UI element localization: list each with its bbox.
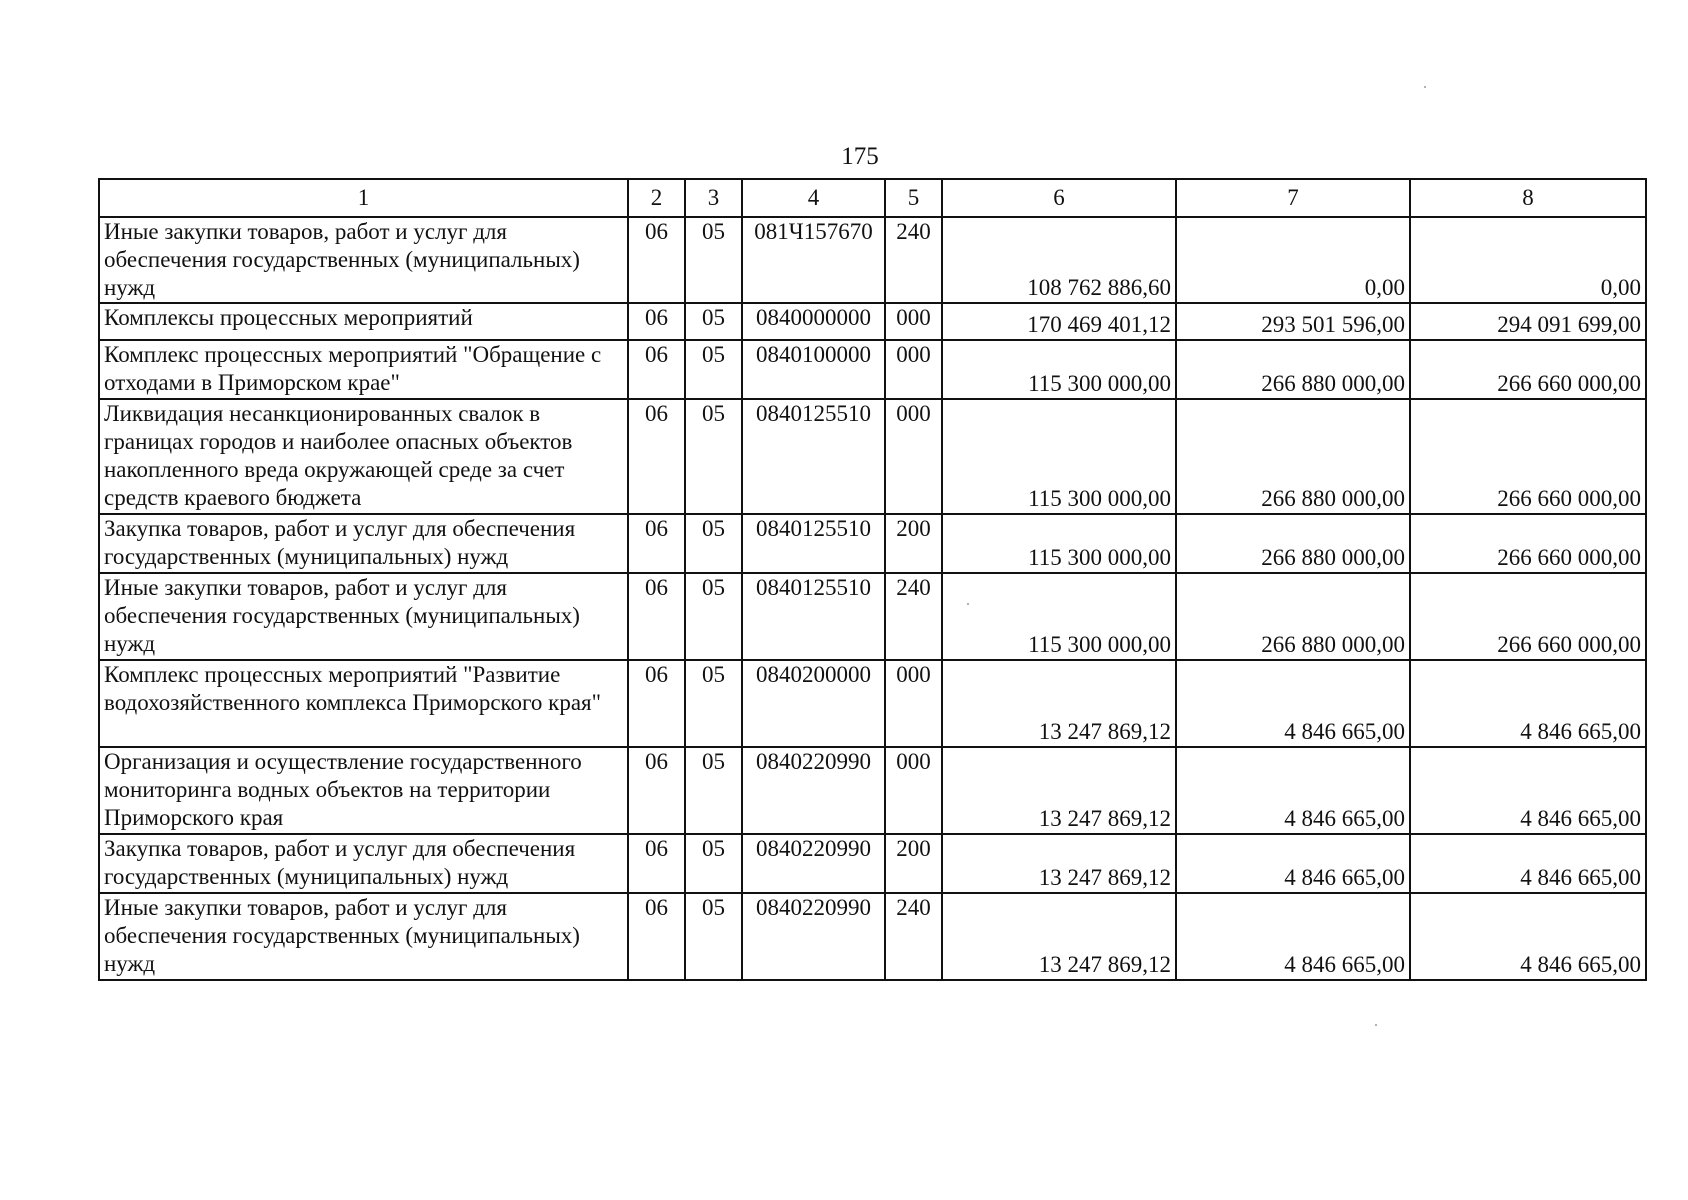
amount-col-7: 266 880 000,00 bbox=[1176, 514, 1410, 573]
column-header: 1 bbox=[99, 179, 628, 217]
column-header: 7 bbox=[1176, 179, 1410, 217]
target-article-code: 0840125510 bbox=[742, 399, 885, 514]
amount-col-6: 115 300 000,00 bbox=[942, 399, 1176, 514]
amount-col-8: 294 091 699,00 bbox=[1410, 303, 1646, 340]
column-header: 3 bbox=[685, 179, 742, 217]
amount-col-8: 266 660 000,00 bbox=[1410, 399, 1646, 514]
amount-col-7: 4 846 665,00 bbox=[1176, 834, 1410, 893]
table-row bbox=[99, 893, 1646, 980]
amount-col-7: 0,00 bbox=[1176, 217, 1410, 303]
amount-col-6: 115 300 000,00 bbox=[942, 573, 1176, 660]
table-row bbox=[99, 834, 1646, 893]
table-row bbox=[99, 747, 1646, 834]
table-row bbox=[99, 340, 1646, 399]
amount-col-8: 4 846 665,00 bbox=[1410, 660, 1646, 747]
section-code: 06 bbox=[628, 573, 685, 660]
amount-col-7: 293 501 596,00 bbox=[1176, 303, 1410, 340]
column-header: 2 bbox=[628, 179, 685, 217]
expense-type-code: 000 bbox=[885, 399, 942, 514]
amount-col-6: 170 469 401,12 bbox=[942, 303, 1176, 340]
row-name: Закупка товаров, работ и услуг для обеспечения государственных (муниципальных) нужд bbox=[99, 514, 628, 573]
amount-col-7: 266 880 000,00 bbox=[1176, 399, 1410, 514]
target-article-code: 0840100000 bbox=[742, 340, 885, 399]
expense-type-code: 240 bbox=[885, 893, 942, 980]
amount-col-6: 13 247 869,12 bbox=[942, 660, 1176, 747]
column-header: 4 bbox=[742, 179, 885, 217]
subsection-code: 05 bbox=[685, 893, 742, 980]
subsection-code: 05 bbox=[685, 399, 742, 514]
row-name: Комплекс процессных мероприятий "Обращение с отходами в Приморском крае" bbox=[99, 340, 628, 399]
amount-col-6: 13 247 869,12 bbox=[942, 747, 1176, 834]
target-article-code: 0840200000 bbox=[742, 660, 885, 747]
expense-type-code: 240 bbox=[885, 217, 942, 303]
amount-col-7: 4 846 665,00 bbox=[1176, 660, 1410, 747]
row-name: Комплекс процессных мероприятий "Развитие водохозяйственного комплекса Приморского края" bbox=[99, 660, 628, 747]
scan-speck bbox=[967, 603, 969, 605]
table-row bbox=[99, 303, 1646, 340]
budget-table bbox=[98, 178, 1647, 981]
target-article-code: 0840125510 bbox=[742, 573, 885, 660]
column-header: 5 bbox=[885, 179, 942, 217]
amount-col-8: 266 660 000,00 bbox=[1410, 340, 1646, 399]
table-row bbox=[99, 514, 1646, 573]
section-code: 06 bbox=[628, 660, 685, 747]
target-article-code: 0840125510 bbox=[742, 514, 885, 573]
row-name: Иные закупки товаров, работ и услуг для обеспечения государственных (муниципальных) нужд bbox=[99, 217, 628, 303]
amount-col-6: 115 300 000,00 bbox=[942, 514, 1176, 573]
section-code: 06 bbox=[628, 514, 685, 573]
amount-col-8: 0,00 bbox=[1410, 217, 1646, 303]
table-row bbox=[99, 217, 1646, 303]
subsection-code: 05 bbox=[685, 747, 742, 834]
header-row bbox=[99, 179, 1646, 217]
target-article-code: 0840000000 bbox=[742, 303, 885, 340]
amount-col-8: 4 846 665,00 bbox=[1410, 893, 1646, 980]
table-row bbox=[99, 660, 1646, 747]
column-header: 8 bbox=[1410, 179, 1646, 217]
amount-col-7: 4 846 665,00 bbox=[1176, 747, 1410, 834]
row-name: Иные закупки товаров, работ и услуг для обеспечения государственных (муниципальных) нужд bbox=[99, 893, 628, 980]
section-code: 06 bbox=[628, 340, 685, 399]
subsection-code: 05 bbox=[685, 514, 742, 573]
expense-type-code: 240 bbox=[885, 573, 942, 660]
subsection-code: 05 bbox=[685, 340, 742, 399]
section-code: 06 bbox=[628, 399, 685, 514]
target-article-code: 0840220990 bbox=[742, 834, 885, 893]
expense-type-code: 000 bbox=[885, 747, 942, 834]
scan-speck bbox=[1424, 86, 1426, 88]
subsection-code: 05 bbox=[685, 303, 742, 340]
target-article-code: 0840220990 bbox=[742, 747, 885, 834]
row-name: Ликвидация несанкционированных свалок в границах городов и наиболее опасных объектов накопленного вреда окружающей среде за счет средств краевого бюджета bbox=[99, 399, 628, 514]
row-name: Закупка товаров, работ и услуг для обеспечения государственных (муниципальных) нужд bbox=[99, 834, 628, 893]
section-code: 06 bbox=[628, 893, 685, 980]
amount-col-6: 108 762 886,60 bbox=[942, 217, 1176, 303]
subsection-code: 05 bbox=[685, 217, 742, 303]
section-code: 06 bbox=[628, 303, 685, 340]
expense-type-code: 200 bbox=[885, 514, 942, 573]
amount-col-8: 4 846 665,00 bbox=[1410, 747, 1646, 834]
column-header: 6 bbox=[942, 179, 1176, 217]
row-name: Иные закупки товаров, работ и услуг для обеспечения государственных (муниципальных) нужд bbox=[99, 573, 628, 660]
target-article-code: 0840220990 bbox=[742, 893, 885, 980]
expense-type-code: 000 bbox=[885, 660, 942, 747]
amount-col-6: 13 247 869,12 bbox=[942, 893, 1176, 980]
section-code: 06 bbox=[628, 217, 685, 303]
section-code: 06 bbox=[628, 834, 685, 893]
amount-col-8: 4 846 665,00 bbox=[1410, 834, 1646, 893]
expense-type-code: 200 bbox=[885, 834, 942, 893]
page-number: 175 bbox=[841, 143, 879, 170]
amount-col-7: 266 880 000,00 bbox=[1176, 573, 1410, 660]
expense-type-code: 000 bbox=[885, 303, 942, 340]
subsection-code: 05 bbox=[685, 573, 742, 660]
scan-speck bbox=[1375, 1024, 1377, 1026]
amount-col-8: 266 660 000,00 bbox=[1410, 573, 1646, 660]
amount-col-6: 13 247 869,12 bbox=[942, 834, 1176, 893]
section-code: 06 bbox=[628, 747, 685, 834]
expense-type-code: 000 bbox=[885, 340, 942, 399]
row-name: Комплексы процессных мероприятий bbox=[99, 303, 628, 340]
target-article-code: 081Ч157670 bbox=[742, 217, 885, 303]
amount-col-7: 4 846 665,00 bbox=[1176, 893, 1410, 980]
amount-col-8: 266 660 000,00 bbox=[1410, 514, 1646, 573]
amount-col-6: 115 300 000,00 bbox=[942, 340, 1176, 399]
table-row bbox=[99, 573, 1646, 660]
row-name: Организация и осуществление государственного мониторинга водных объектов на территории Приморского края bbox=[99, 747, 628, 834]
table-row bbox=[99, 399, 1646, 514]
subsection-code: 05 bbox=[685, 834, 742, 893]
subsection-code: 05 bbox=[685, 660, 742, 747]
amount-col-7: 266 880 000,00 bbox=[1176, 340, 1410, 399]
